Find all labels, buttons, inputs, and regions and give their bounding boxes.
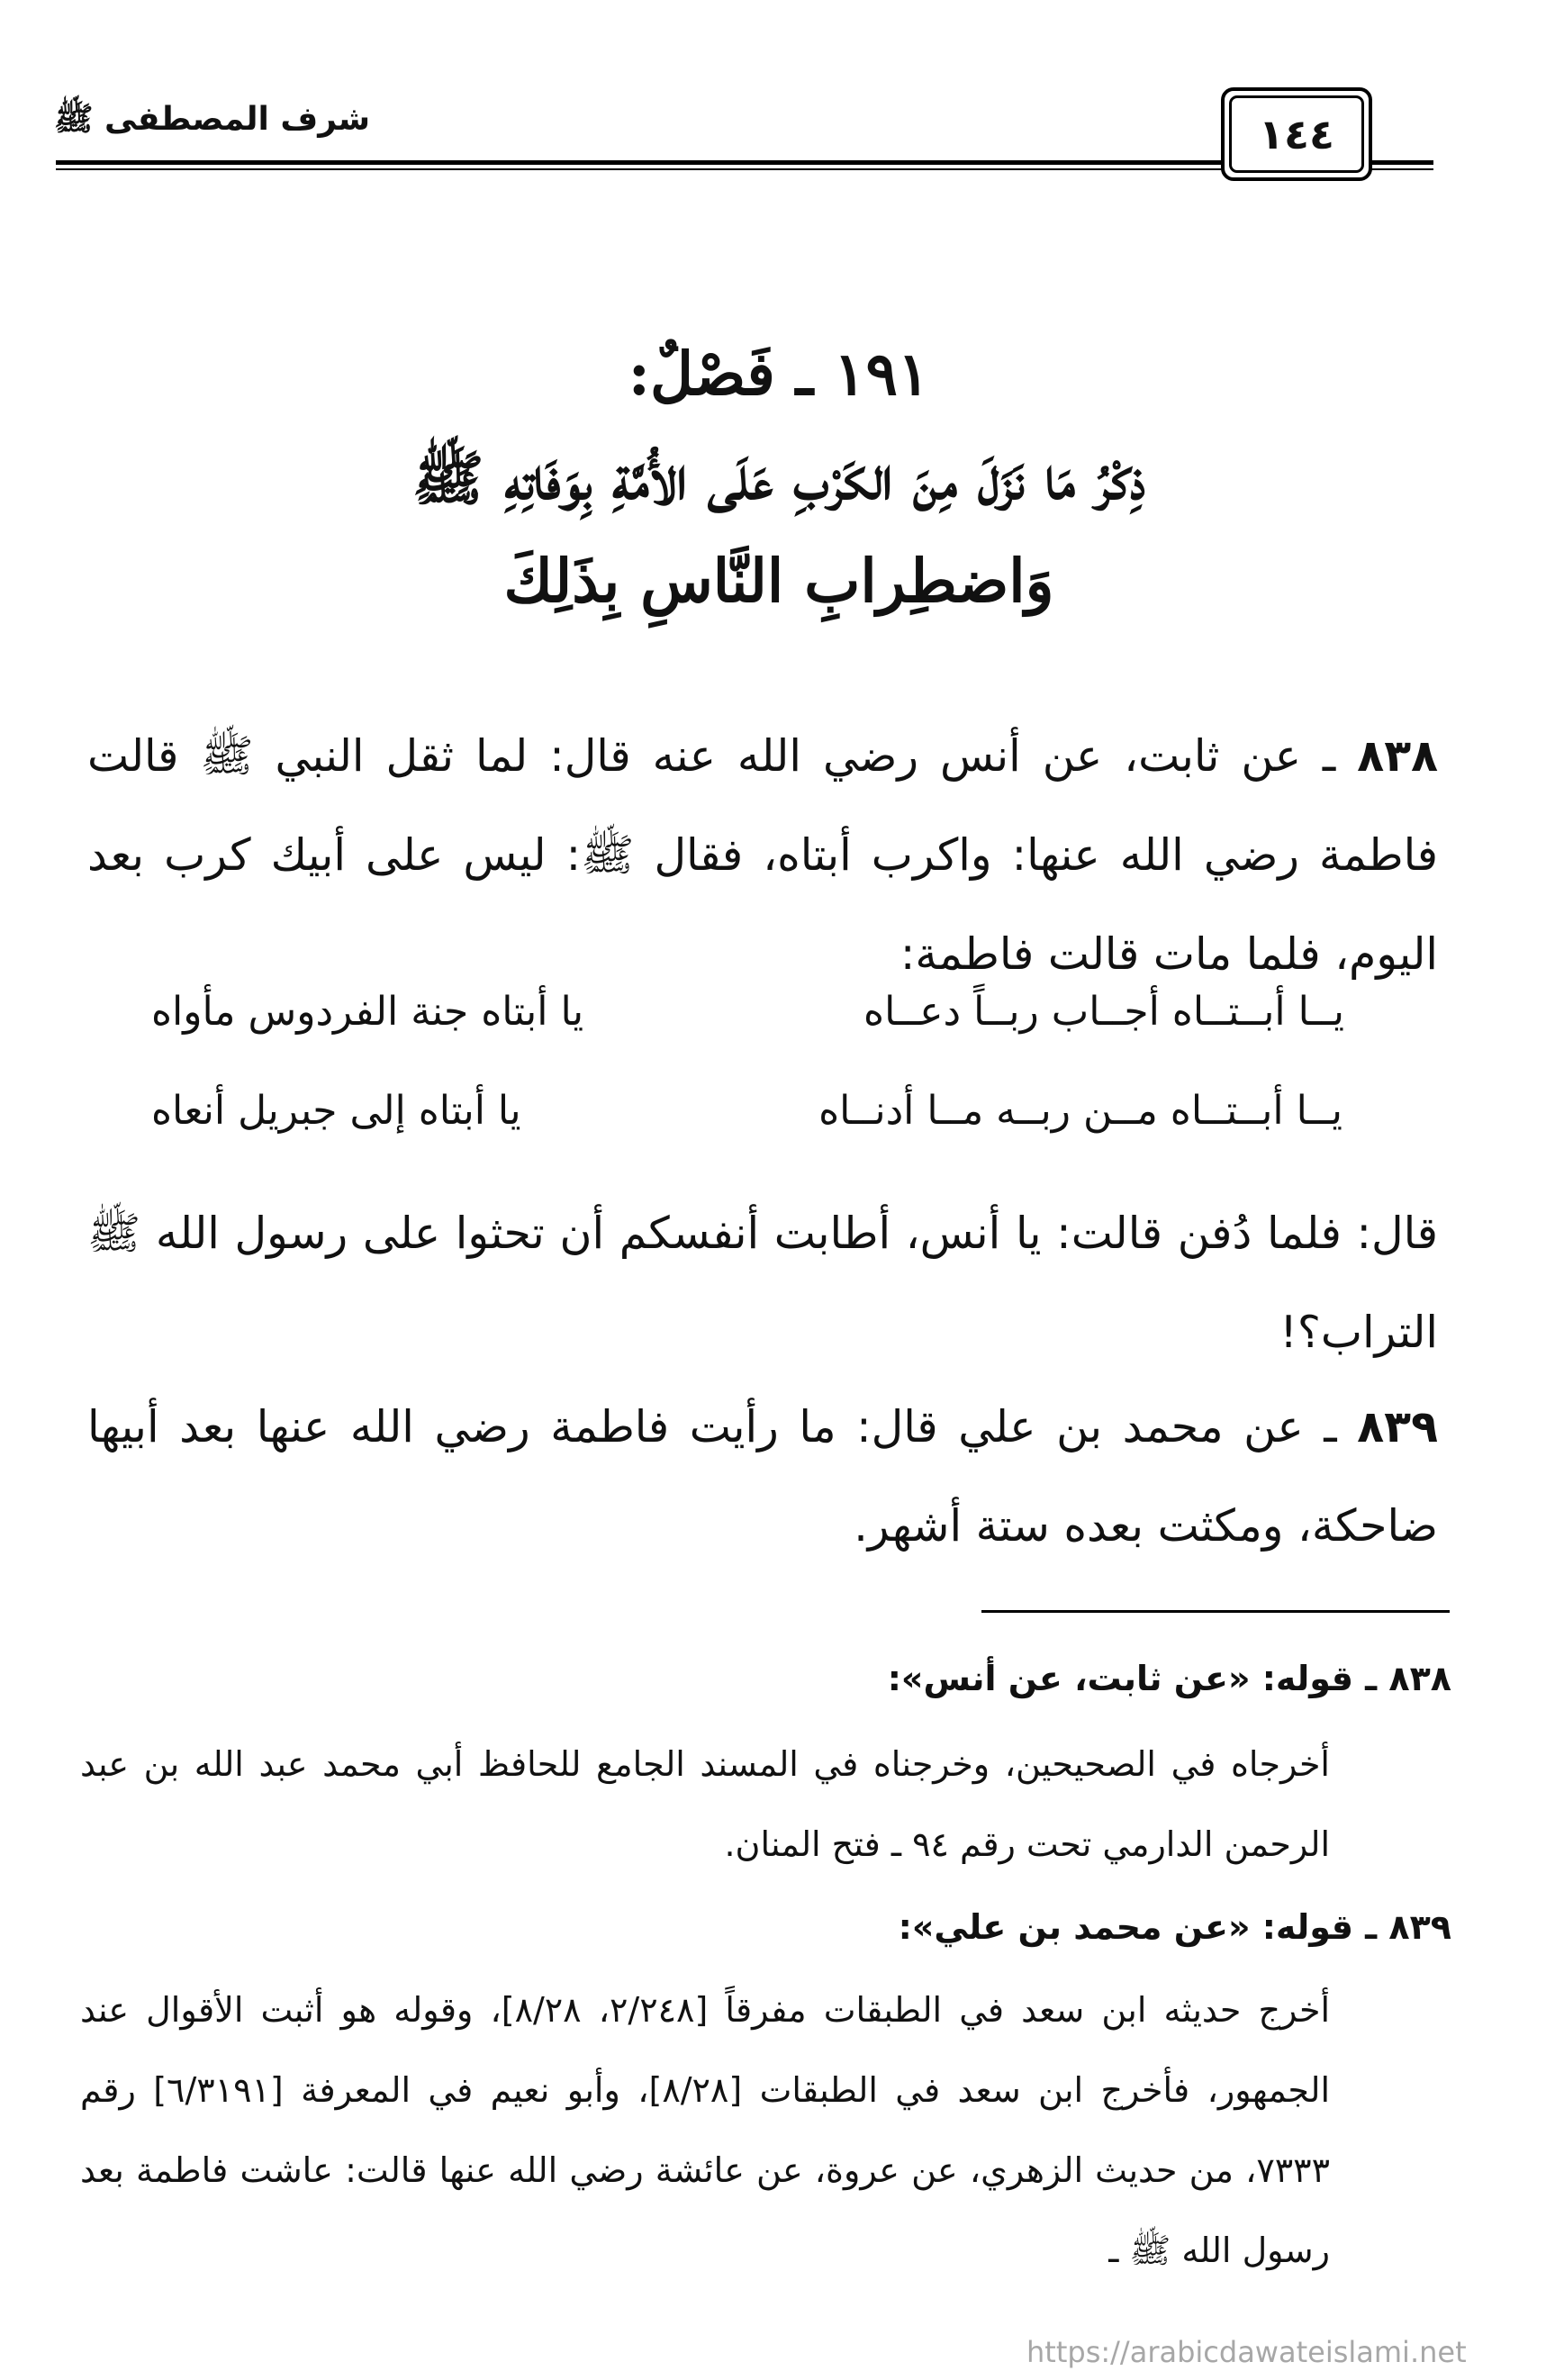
running-title: شرف المصطفى ﷺ bbox=[54, 101, 371, 138]
poem-line-1-right: يــا أبــتــاه أجــاب ربــاً دعــاه bbox=[863, 989, 1344, 1035]
footnote-839-heading: ٨٣٩ ـ قوله: «عن محمد بن علي»: bbox=[898, 1907, 1451, 1947]
after-poem-paragraph: قال: فلما دُفن قالت: يا أنس، أطابت أنفسكم أن تحثوا على رسول الله ﷺ التراب؟! bbox=[87, 1208, 1438, 1358]
footnote-separator bbox=[981, 1610, 1450, 1613]
hadith-text: ـ عن محمد بن علي قال: ما رأيت فاطمة رضي الله عنها بعد أبيها ضاحكة، ومكثت بعده ستة أشهر. bbox=[87, 1401, 1438, 1552]
footnote-838-text: أخرجاه في الصحيحين، وخرجناه في المسند الجامع للحافظ أبي محمد عبد الله بن عبد الرحمن الدارمي تحت رقم ٩٤ ـ فتح المنان. bbox=[80, 1744, 1330, 1864]
chapter-title-line-1: ذِكْرُ مَا نَزَلَ مِنَ الكَرْبِ عَلَى الأُمَّةِ بِوَفَاتِهِ ﷺ bbox=[411, 443, 1146, 513]
chapter-number-heading: ١٩١ ـ فَصْلٌ: bbox=[628, 339, 930, 409]
poem-line-1-left: يا أبتاه جنة الفردوس مأواه bbox=[151, 989, 584, 1035]
page-number-frame bbox=[1221, 87, 1372, 181]
hadith-text: ـ عن ثابت، عن أنس رضي الله عنه قال: لما ثقل النبي ﷺ قالت فاطمة رضي الله عنها: واكرب أبتاه، فقال ﷺ: ليس على أبيك كرب بعد اليوم، فلما مات قالت فاطمة: bbox=[87, 730, 1438, 980]
poem-line-2-left: يا أبتاه إلى جبريل أنعاه bbox=[151, 1088, 521, 1134]
footnote-839-text: أخرج حديثه ابن سعد في الطبقات مفرقاً [٢/٢٤٨، ٨/٢٨]، وقوله هو أثبت الأقوال عند الجمهور، فأخرج ابن سعد في الطبقات [٨/٢٨]، وأبو نعيم في المعرفة [٦/٣١٩١] رقم ٧٣٣٣، من حديث الزهري، عن عروة، عن عائشة رضي الله عنها قالت: عاشت فاطمة بعد رسول الله ﷺ ـ bbox=[80, 1990, 1331, 2270]
page-number: ١٤٤ bbox=[1229, 95, 1364, 173]
poem-line-2-right: يــا أبــتــاه مــن ربــه مــا أدنــاه bbox=[818, 1088, 1343, 1134]
hadith-838-paragraph bbox=[87, 707, 1438, 1004]
hadith-839-paragraph bbox=[87, 1378, 1438, 1576]
watermark-url: https://arabicdawateislami.net bbox=[1026, 2335, 1467, 2369]
chapter-title-line-2: وَاضطِرابِ النَّاسِ بِذَلِكَ bbox=[503, 546, 1054, 616]
hadith-number: ٨٣٨ bbox=[1357, 730, 1439, 782]
hadith-number: ٨٣٩ bbox=[1357, 1401, 1438, 1452]
footnote-838-heading: ٨٣٨ ـ قوله: «عن ثابت، عن أنس»: bbox=[887, 1659, 1451, 1698]
